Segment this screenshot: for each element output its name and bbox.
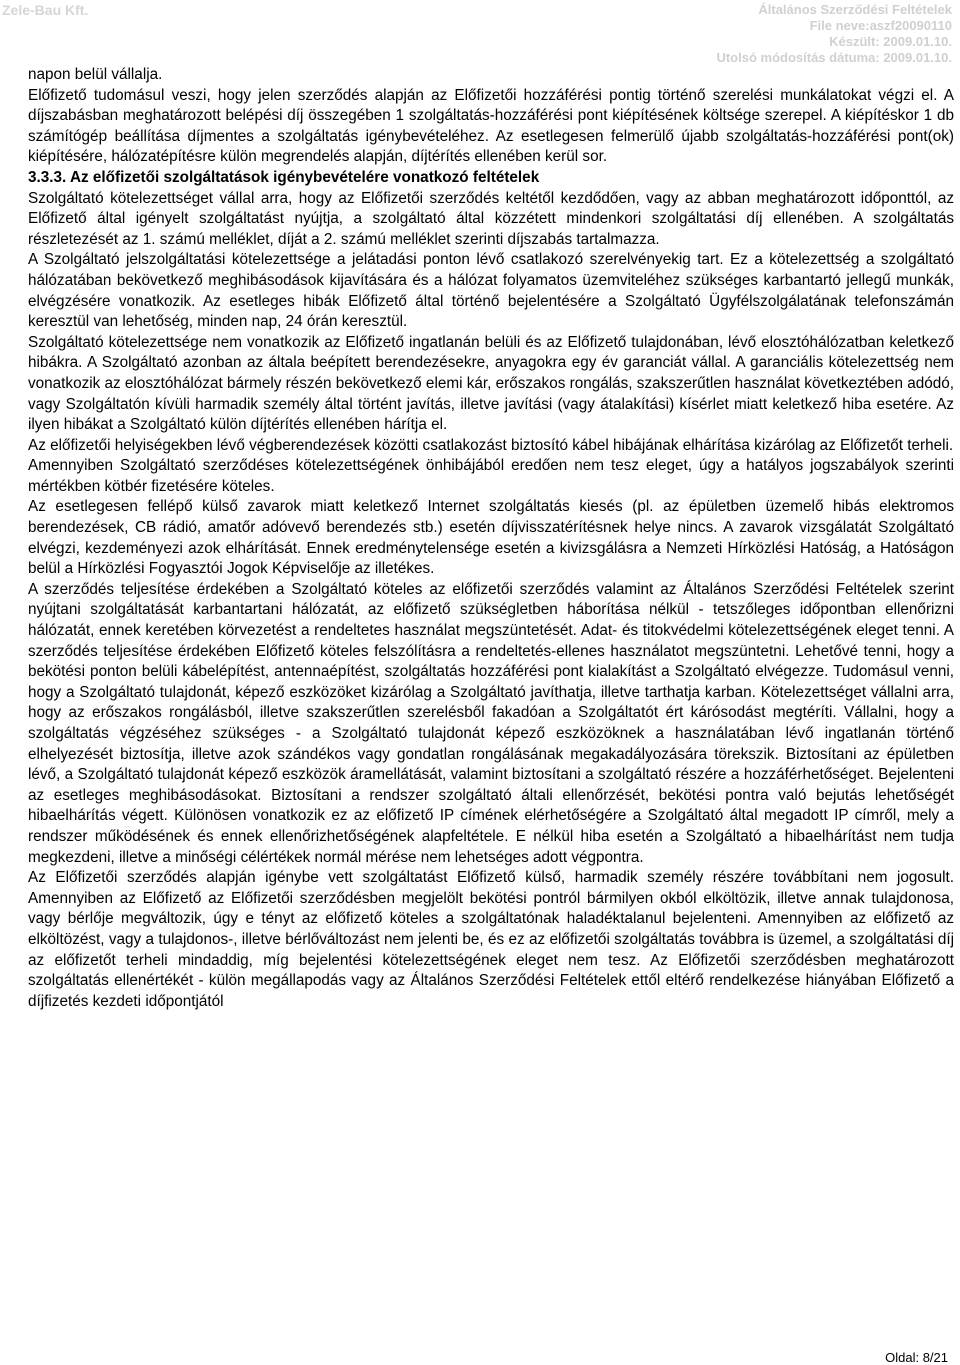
page-number: Oldal: 8/21 <box>885 1350 948 1365</box>
paragraph: Az Előfizetői szerződés alapján igénybe vett szolgáltatást Előfizető külső, harmadik személy részére továbbítani nem jogosult. Amennyiben az Előfizető az Előfizetői szerződésben megjelölt bekötési pontról bármilyen okból elköltözik, illetve annak tulajdonosa, vagy bérlője megváltozik, úgy e tényt az előfizető köteles a szolgáltatónak haladéktalanul bejelenteni. Amennyiben az előfizető az elköltözést, vagy a tulajdonos-, illetve bérlőváltozást nem jelenti be, és ez az előfizetői szolgáltatás továbbra is üzemel, a szolgáltatási díj az előfizetőt terheli mindaddig, míg bejelentési kötelezettségének eleget nem tesz. Az Előfizetői szerződésben meghatározott szolgáltatás ellenértékét - külön megállapodás vagy az Általános Szerződési Feltételek ettől eltérő rendelkezése hiányában Előfizető a díjfizetés kezdeti időpontjától <box>28 869 954 1010</box>
paragraph: Az esetlegesen fellépő külső zavarok miatt keletkező Internet szolgáltatás kiesés (pl. az épületben üzemelő hibás elektromos berendezések, CB rádió, amatőr adóvevő berendezés stb.) esetén díjvisszatérítésnek helye nincs. A zavarok vizsgálatát Szolgáltató elvégzi, kezdeményezi azok elhárítását. Ennek eredménytelensége esetén a kivizsgálásra a Nemzeti Hírközlési Hatóság, a Hatóságon belül a Hírközlési Fogyasztói Jogok Képviselője az illetékes. <box>28 498 954 578</box>
modified-date: Utolsó módosítás dátuma: 2009.01.10. <box>716 50 952 65</box>
paragraph: Az előfizetői helyiségekben lévő végberendezések közötti csatlakozást biztosító kábel hibájának elhárítása kizárólag az Előfizetőt terheli. <box>28 436 954 454</box>
created-date: Készült: 2009.01.10. <box>829 34 952 49</box>
paragraph: Amennyiben Szolgáltató szerződéses kötelezettségének önhibájából eredően nem tesz eleget, úgy a hatályos jogszabályok szerinti mértékben kötbér fizetésére köteles. <box>28 457 954 495</box>
paragraph: napon belül vállalja. <box>28 66 163 83</box>
company-name: Zele-Bau Kft. <box>2 2 89 18</box>
file-name: File neve:aszf20090110 <box>809 18 952 33</box>
paragraph: Előfizető tudomásul veszi, hogy jelen szerződés alapján az Előfizetői hozzáférési pontig történő szerelési munkálatokat végzi el. A díjszabásban meghatározott belépési díj összegében 1 szolgáltatás-hozzáférési pont kiépítésének költsége szerepel. A kiépítéskor 1 db számítógép beállítása díjmentes a szolgáltatás igénybevételéhez. Az esetlegesen felmerülő újabb szolgáltatás-hozzáférési pont(ok) kiépítésére, hálózatépítésre külön megrendelés alapján, díjtérítés ellenében kerül sor. <box>28 86 954 166</box>
section-heading: 3.3.3. Az előfizetői szolgáltatások igénybevételére vonatkozó feltételek <box>28 168 540 186</box>
paragraph: Szolgáltató kötelezettsége nem vonatkozik az Előfizető ingatlanán belüli és az Előfizető tulajdonában, lévő elosztóhálózatban keletkező hibákra. A Szolgáltató azonban az általa beépített berendezésekre, anyagokra egy év garanciát vállal. A garanciális kötelezettség nem vonatkozik az elosztóhálózat bármely részén bekövetkező elemi kár, erőszakos rongálás, szakszerűtlen használat következtében adódó, vagy Szolgáltatón kívüli harmadik személy által történt javítás, illetve javítási (vagy átalakítási) kísérlet miatt keletkező hiba esetére. Az ilyen hibákat a Szolgáltató külön díjtérítés ellenében hárítja el. <box>28 333 954 434</box>
document-meta <box>716 2 952 66</box>
paragraph: A szerződés teljesítése érdekében a Szolgáltató köteles az előfizetői szerződés valamint az Általános Szerződési Feltételek szerint nyújtani szolgáltatását karbantartani hálózatát, az előfizető szükségletben háborítása nélkül - tetszőleges időpontban ellenőrizni hálózatát, ennek keretében körvezetést a rendeltetes használat megszüntetését. Adat- és titokvédelmi kötelezettségének eleget tenni. A szerződés teljesítése érdekében Előfizető köteles felszólításra a rendeltetés-ellenes használatot megszüntetni. Lehetővé tenni, hogy a bekötési ponton belüli kábelépítést, antennaépítést, szolgáltatás hozzáférési pont kialakítást a Szolgáltató elvégezze. Tudomásul venni, hogy a Szolgáltató tulajdonát, képező eszközöket kizárólag a Szolgáltató javíthatja, illetve tarthatja karban. Kötelezettséget vállalni arra, hogy az erőszakos rongálásból, illetve szakszerűtlen szerelésből fakadóan a Szolgáltatót ért kárósodást megtéríti. Vállalni, hogy a szolgáltatás végzéséhez szükséges - a Szolgáltató tulajdonát képező eszközöknek a használatában lévő ingatlanán történő elhelyezését biztosítja, illetve azok szándékos vagy gondatlan rongálásának megakadályozására törekszik. Biztosítani az épületben lévő, a Szolgáltató tulajdonát képező eszközök áramellátását, valamint biztosítani a szolgáltató részére a hozzáférhetőséget. Bejelenteni az esetleges meghibásodásokat. Biztosítani a rendszer szolgáltató általi ellenőrzését, bekötési pontra való bejutás lehetőségét hibaelhárítás végett. Különösen vonatkozik ez az előfizető IP címének elérhetőségére a Szolgáltató által megadott IP címről, mely a rendszer működésének és ennek ellenőrizhetőségének alapfeltétele. E nélkül hiba esetén a Szolgáltató a hibaelhárítást nem tudja megkezdeni, illetve a minőségi célértékek normál mérése nem lehetséges adott végpontra. <box>28 580 954 866</box>
paragraph: A Szolgáltató jelszolgáltatási kötelezettsége a jelátadási ponton lévő csatlakozó szerelvényekig tart. Ez a kötelezettség a szolgáltató hálózatában bekövetkező meghibásodások kijavítására és a hálózat folyamatos üzemviteléhez szükséges karbantartó jellegű munkák, elvégzésére vonatkozik. Az esetleges hibák Előfizető által történő bejelentésére a Szolgáltató Ügyfélszolgálatának telefonszámán keresztül van lehetőség, minden nap, 24 órán keresztül. <box>28 251 954 331</box>
document-body <box>28 65 954 1012</box>
paragraph: Szolgáltató kötelezettséget vállal arra, hogy az Előfizetői szerződés keltétől kezdődően, vagy az abban meghatározott időponttól, az Előfizető által igényelt szolgáltatást nyújtja, a szolgáltató által közzétett mindenkori szolgáltatási díj ellenében. A szolgáltatás részletezését az 1. számú melléklet, díját a 2. számú melléklet szerinti díjszabás tartalmazza. <box>28 189 954 248</box>
document-title: Általános Szerződési Feltételek <box>758 2 952 17</box>
